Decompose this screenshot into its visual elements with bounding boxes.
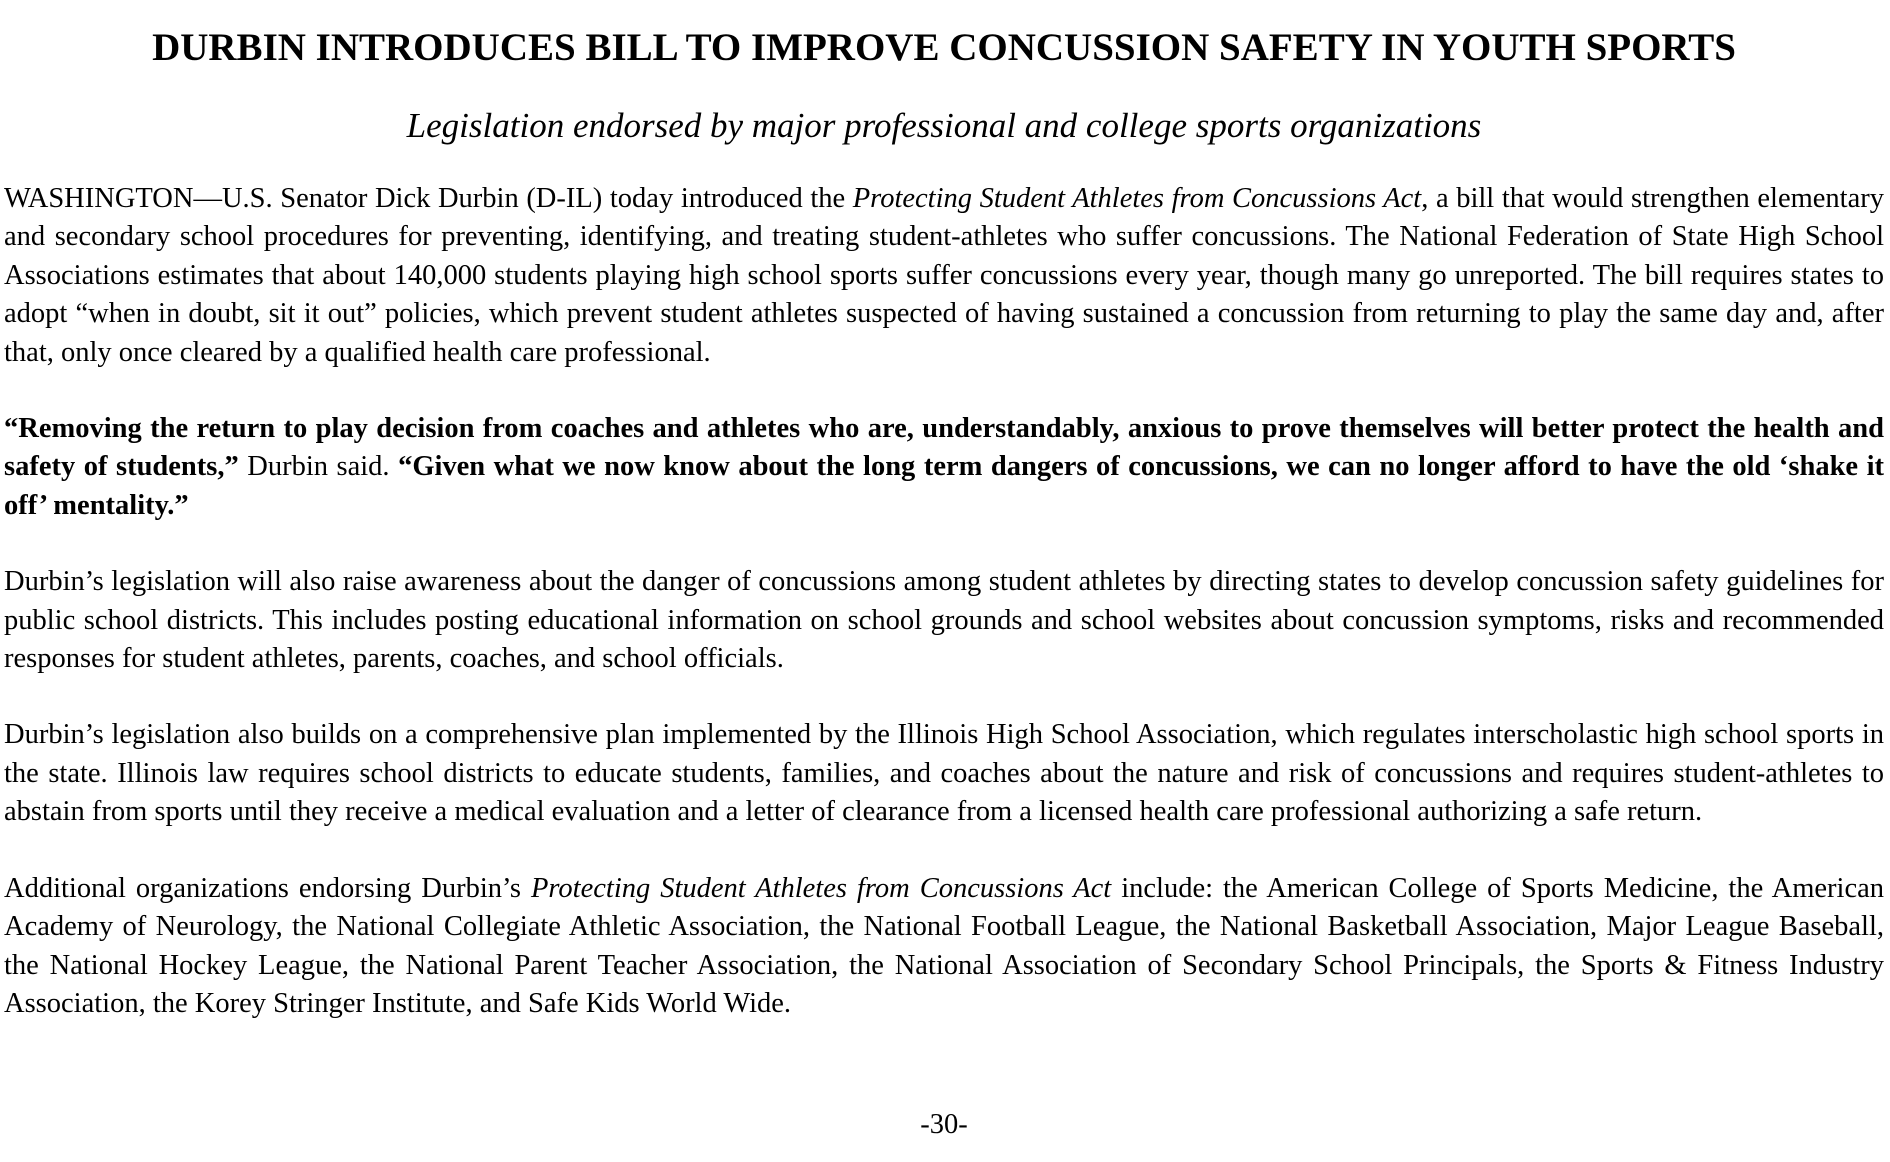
headline: DURBIN INTRODUCES BILL TO IMPROVE CONCUSSION SAFETY IN YOUTH SPORTS bbox=[152, 26, 1736, 69]
paragraph-endorsements bbox=[4, 870, 1884, 1024]
act-name-italic: Protecting Student Athletes from Concussions Act bbox=[530, 872, 1112, 904]
quote-one: “Removing the return to play decision from coaches and athletes who are, understandably, anxious to prove themselves will better protect the health and safety of students,” bbox=[4, 413, 1884, 483]
act-name-italic: Protecting Student Athletes from Concussions Act bbox=[852, 183, 1422, 214]
paragraph-illinois-plan: Durbin’s legislation also builds on a comprehensive plan implemented by the Illinois High School Association, which regulates interscholastic high school sports in the state. Illinois law requires school districts to educate students, families, and coaches about the nature and risk of concussions and requires student-athletes to abstain from sports until they receive a medical evaluation and a letter of clearance from a licensed health care professional authorizing a safe return. bbox=[4, 719, 1884, 828]
paragraph-awareness: Durbin’s legislation will also raise awareness about the danger of concussions among student athletes by directing states to develop concussion safety guidelines for public school districts. This includes posting educational information on school grounds and school websites about concussion symptoms, risks and recommended responses for student athletes, parents, coaches, and school officials. bbox=[4, 566, 1884, 675]
intro-rest-text: , a bill that would strengthen elementary and secondary school procedures for preventing, identifying, and treating student-athletes who suffer concussions. The National Federation of State High School Associations estimates that about 140,000 students playing high school sports suffer concussions every year, though many go unreported. The bill requires states to adopt “when in doubt, sit it out” policies, which prevent student athletes suspected of having sustained a concussion from returning to play the same day and, after that, only once cleared by a qualified health care professional. bbox=[4, 183, 1884, 368]
intro-lead-text: WASHINGTON—U.S. Senator Dick Durbin (D-IL) today introduced the bbox=[4, 183, 853, 214]
endorsements-rest-text: include: the American College of Sports Medicine, the American Academy of Neurology, the National Collegiate Athletic Association, the National Football League, the National Basketball Association, Major League Baseball, the National Hockey League, the National Parent Teacher Association, the National Association of Secondary School Principals, the Sports & Fitness Industry Association, the Korey Stringer Institute, and Safe Kids World Wide. bbox=[4, 872, 1885, 1019]
quote-two: “Given what we now know about the long term dangers of concussions, we can no longer afford to have the old ‘shake it off’ mentality.” bbox=[4, 451, 1884, 521]
paragraph-intro bbox=[4, 180, 1884, 372]
press-release-page bbox=[4, 0, 1884, 1162]
subheadline: Legislation endorsed by major professional and college sports organizations bbox=[406, 106, 1482, 145]
paragraph-quote bbox=[4, 410, 1884, 525]
end-mark: -30- bbox=[920, 1109, 968, 1140]
quote-attribution: Durbin said. bbox=[238, 451, 399, 483]
endorsements-lead-text: Additional organizations endorsing Durbin’s bbox=[4, 872, 531, 904]
